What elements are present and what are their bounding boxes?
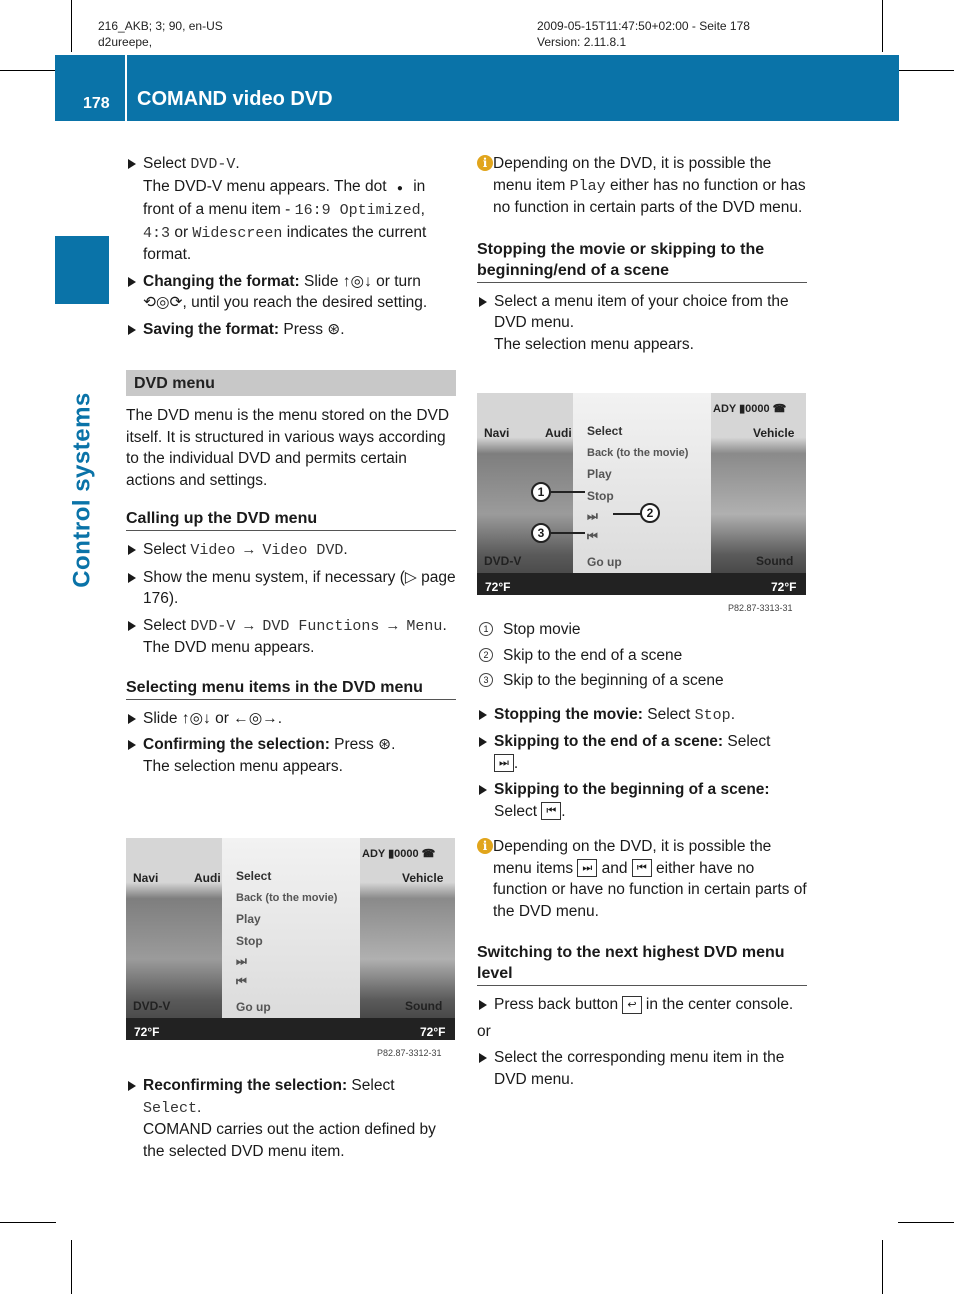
text: Press ⊛. [279, 320, 345, 338]
dvd-menu-screenshot [126, 838, 455, 1040]
crop-mark [898, 1222, 954, 1223]
meta-line: Version: 2.11.8.1 [537, 35, 627, 49]
side-tab-marker [55, 236, 109, 304]
step-changing-format [126, 271, 456, 314]
step-skip-beginning: Skipping to the beginning of a scene: Select ⏮ . [477, 779, 807, 822]
text: Press back button [494, 996, 623, 1013]
menu-item: Play [236, 912, 261, 926]
text: in the center console. [641, 996, 794, 1013]
menu-item: Back (to the movie) [236, 892, 338, 904]
text: The selection menu appears. [143, 757, 343, 775]
menu-code: DVD-V [190, 156, 236, 173]
text: COMAND carries out the action defined by the selected DVD menu item. [143, 1121, 436, 1160]
vehicle-label: Vehicle [402, 871, 444, 885]
text: . [343, 541, 348, 558]
menu-item: Stop [587, 489, 614, 503]
side-tab-label: Control systems [68, 392, 96, 588]
header-divider [125, 55, 127, 121]
menu-code: Play [569, 177, 606, 195]
step-arrow-icon [128, 1081, 136, 1091]
step-label: Saving the format: [143, 320, 280, 338]
callout-line [551, 532, 585, 534]
skip-back-key-icon: ⏮ [541, 802, 561, 820]
text: The DVD menu appears. [143, 639, 315, 656]
status-bottom [477, 573, 806, 595]
text: and [597, 859, 632, 877]
crop-mark [71, 1240, 72, 1294]
vehicle-label: Vehicle [753, 426, 795, 440]
crop-mark [882, 0, 883, 52]
legend-text: Stop movie [503, 621, 581, 638]
print-meta-right [537, 18, 750, 50]
text: Depending on the DVD, it is possible the menu item [493, 155, 772, 194]
menu-item: Play [587, 467, 612, 481]
step-press-back [477, 994, 807, 1016]
legend-item [477, 619, 807, 641]
page-header [55, 55, 899, 121]
legend-number: 1 [479, 622, 493, 636]
step-arrow-icon [479, 1000, 487, 1010]
text: in front of a menu item - [143, 177, 426, 218]
text: Select [143, 541, 191, 558]
dvd-selection-screenshot [477, 393, 806, 595]
text: Press ⊛. [329, 736, 396, 753]
menu-code: 16:9 Optimized [294, 202, 421, 219]
text: either have no function or have no function in certain parts of the DVD menu. [493, 859, 807, 920]
temperature-left: 72°F [134, 1025, 160, 1039]
right-column [477, 153, 807, 360]
text: Depending on the DVD, it is possible the menu items [493, 838, 772, 877]
step-label: Stopping the movie: [494, 705, 643, 723]
text: Select [642, 705, 695, 723]
step-saving-format [126, 319, 456, 341]
section-title: COMAND video DVD [137, 88, 333, 110]
crop-mark [71, 0, 72, 52]
step-skip-end: Skipping to the end of a scene: Select ⏭ . [477, 731, 807, 774]
menu-item: ⏭ [587, 509, 598, 523]
step-arrow-icon [479, 297, 487, 307]
text: either has no function or has no function in certain parts of the DVD menu. [493, 176, 806, 216]
dvdv-label: DVD-V [484, 554, 522, 568]
step-arrow-icon [479, 710, 487, 720]
crop-mark [898, 70, 954, 71]
selection-menu [573, 393, 711, 595]
dot-icon: ● [396, 182, 403, 194]
text: Select the corresponding menu item in the DVD menu. [494, 1049, 785, 1088]
selecting-heading: Selecting menu items in the DVD menu [126, 677, 456, 700]
step-select-dvd-functions [126, 615, 456, 659]
status-bar: ADY ▮0000 ☎ [713, 403, 787, 415]
calling-heading: Calling up the DVD menu [126, 508, 456, 531]
sound-label: Sound [405, 999, 443, 1013]
or-separator: or [477, 1022, 491, 1040]
menu-item: Go up [587, 555, 622, 569]
step-arrow-icon [128, 621, 136, 631]
text: Slide ↑◎↓ or turn ⟲◎⟳, until you reach the desired setting. [143, 272, 428, 311]
menu-title: Select [236, 869, 272, 883]
left-column [126, 153, 456, 782]
step-label: Confirming the selection: [143, 736, 330, 753]
dvd-menu-paragraph: The DVD menu is the menu stored on the DVD itself. It is structured in various ways according to the individual DVD and permits certain actions and settings. [126, 407, 450, 489]
text: Select [347, 1077, 395, 1094]
audio-label: Audi [545, 426, 572, 440]
back-button-icon: ↩ [622, 996, 641, 1014]
menu-title: Select [587, 424, 623, 438]
temperature-left: 72°F [485, 580, 511, 594]
skip-back-key-icon: ⏮ [632, 859, 652, 877]
step-slide [126, 708, 456, 730]
step-arrow-icon [128, 545, 136, 555]
callout-line [551, 491, 585, 493]
dvd-menu-heading: DVD menu [126, 370, 456, 396]
menu-item: Back (to the movie) [587, 447, 689, 459]
text: , [420, 201, 425, 218]
step-select-corresponding [477, 1047, 807, 1090]
meta-line: d2ureepe, [98, 35, 153, 49]
step-stopping-movie [477, 704, 807, 727]
info-note-play [477, 153, 807, 219]
menu-item: ⏮ [236, 974, 247, 988]
step-arrow-icon [128, 325, 136, 335]
step-arrow-icon [479, 785, 487, 795]
info-icon: i [477, 155, 493, 171]
text: . [235, 155, 240, 172]
text: The DVD-V menu appears. The dot [143, 177, 387, 195]
info-icon: i [477, 838, 493, 854]
skip-forward-key-icon: ⏭ [577, 859, 597, 877]
menu-item: Stop [236, 934, 263, 948]
menu-code: Video → Video DVD [190, 542, 344, 559]
legend-number: 2 [479, 648, 493, 662]
callout-line [613, 513, 641, 515]
text: . [730, 705, 735, 723]
menu-code: DVD-V → DVD Functions → Menu [190, 617, 443, 635]
step-arrow-icon [479, 737, 487, 747]
page-number: 178 [83, 95, 110, 112]
callout-1: 1 [531, 482, 551, 502]
step-select-dvdv [126, 153, 456, 266]
step-label: Skipping to the beginning of a scene: [494, 781, 770, 798]
legend-item [477, 645, 807, 667]
step-select-menu-item [477, 291, 807, 356]
left-column-bottom [126, 1075, 456, 1167]
crop-mark [882, 1240, 883, 1294]
text: Select [143, 616, 191, 634]
meta-line: 216_AKB; 3; 90, en-US [98, 19, 223, 33]
step-arrow-icon [128, 714, 136, 724]
print-meta-left [98, 18, 223, 50]
step-arrow-icon [128, 277, 136, 287]
legend-text: Skip to the end of a scene [503, 646, 683, 664]
text: indicates the current format. [143, 223, 427, 263]
menu-code: Select [143, 1099, 198, 1117]
status-bar: ADY ▮0000 ☎ [362, 848, 436, 860]
meta-line: 2009-05-15T11:47:50+02:00 - Seite 178 [537, 19, 750, 33]
step-arrow-icon [479, 1053, 487, 1063]
step-arrow-icon [128, 159, 136, 169]
temperature-right: 72°F [420, 1025, 446, 1039]
right-column-bottom [477, 619, 807, 1095]
text: . [197, 1098, 202, 1116]
text: Slide ↑◎↓ or ←◎→. [143, 709, 283, 727]
step-reconfirm [126, 1075, 456, 1162]
text: Show the menu system, if necessary (▷ page 176). [143, 568, 456, 607]
callout-2: 2 [640, 503, 660, 523]
step-show-menu [126, 567, 456, 610]
step-select-video [126, 539, 456, 562]
text: or [170, 223, 193, 241]
text: Select [494, 802, 542, 820]
menu-item: ⏭ [236, 954, 247, 968]
navi-label: Navi [484, 426, 510, 440]
crop-mark [0, 1222, 56, 1223]
text: Select a menu item of your choice from the DVD menu. [494, 292, 789, 331]
menu-code: Stop [694, 706, 731, 724]
step-label: Reconfirming the selection: [143, 1077, 348, 1094]
menu-item: Go up [236, 1000, 271, 1014]
legend-number: 3 [479, 673, 493, 687]
image-caption: P82.87-3313-31 [728, 603, 793, 613]
crop-mark [0, 70, 56, 71]
text: Select [143, 155, 191, 172]
text: Select [723, 733, 771, 750]
stopping-heading: Stopping the movie or skipping to the beginning/end of a scene [477, 239, 807, 283]
selection-menu [222, 838, 360, 1040]
dvdv-label: DVD-V [133, 999, 171, 1013]
status-bottom [126, 1018, 455, 1040]
step-arrow-icon [128, 740, 136, 750]
step-label: Changing the format: [143, 272, 300, 290]
menu-item: ⏮ [587, 529, 598, 543]
callout-3: 3 [531, 523, 551, 543]
step-arrow-icon [128, 573, 136, 583]
switching-heading: Switching to the next highest DVD menu level [477, 942, 807, 986]
info-note-skip [477, 836, 807, 922]
menu-code: Widescreen [192, 224, 283, 242]
audio-label: Audi [194, 871, 221, 885]
temperature-right: 72°F [771, 580, 797, 594]
image-caption: P82.87-3312-31 [377, 1048, 442, 1058]
menu-code: 4:3 [143, 224, 171, 242]
step-confirm [126, 734, 456, 777]
navi-label: Navi [133, 871, 159, 885]
sound-label: Sound [756, 554, 794, 568]
legend-item [477, 670, 807, 692]
text: . [442, 616, 447, 634]
text: The selection menu appears. [494, 335, 694, 353]
legend-text: Skip to the beginning of a scene [503, 672, 724, 689]
skip-forward-key-icon: ⏭ [494, 754, 514, 772]
step-label: Skipping to the end of a scene: [494, 733, 724, 750]
